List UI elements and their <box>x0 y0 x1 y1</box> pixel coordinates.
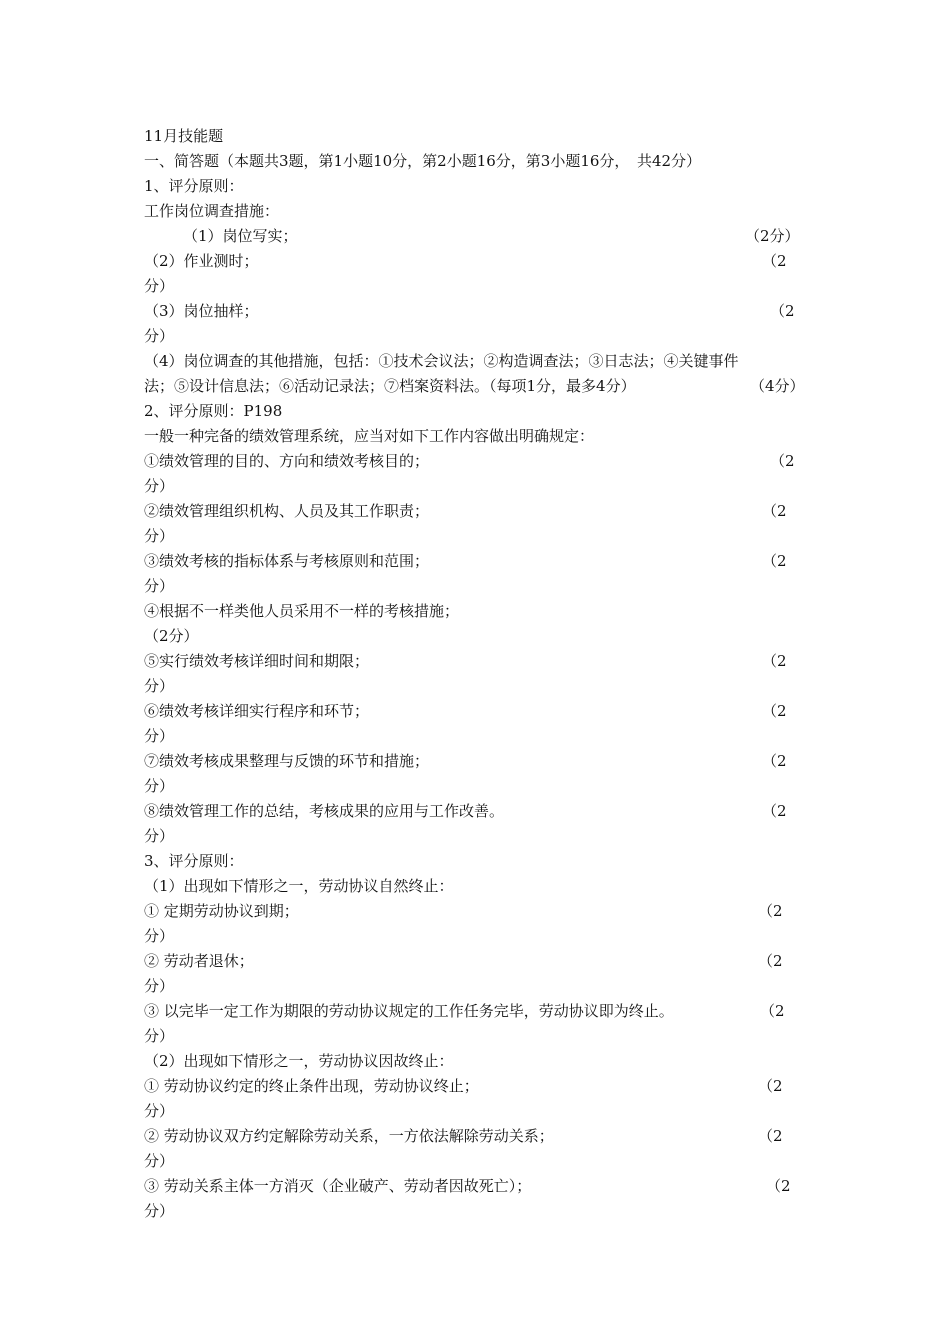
q3-part-2-item-2: ② 劳动协议双方约定解除劳动关系，一方依法解除劳动关系； <box>144 1127 554 1145</box>
q2-item-2-score-open: （2 <box>762 502 787 520</box>
q2-item-5-score-open: （2 <box>762 652 787 670</box>
q2-item-1: ①绩效管理的目的、方向和绩效考核目的； <box>144 452 430 470</box>
q3-part-2-item-3-score-close: 分） <box>144 1202 175 1220</box>
q2-item-3-score-close: 分） <box>144 577 175 595</box>
q2-item-7-score-close: 分） <box>144 777 175 795</box>
q2-item-4-score: （2分） <box>144 627 199 645</box>
q2-item-3: ③绩效考核的指标体系与考核原则和范围； <box>144 552 430 570</box>
q2-item-1-score-close: 分） <box>144 477 175 495</box>
q2-item-8-score-close: 分） <box>144 827 175 845</box>
q1-item-2-score-open: （2 <box>762 252 787 270</box>
q3-part-2-heading: （2）出现如下情形之一，劳动协议因故终止： <box>144 1052 454 1070</box>
q1-item-3-score-close: 分） <box>144 327 175 345</box>
q2-item-2: ②绩效管理组织机构、人员及其工作职责； <box>144 502 430 520</box>
q3-part-2-item-3-score-open: （2 <box>766 1177 791 1195</box>
q3-part-1-item-2-score-open: （2 <box>758 952 783 970</box>
document-title: 11月技能题 <box>144 127 224 145</box>
q2-item-2-score-close: 分） <box>144 527 175 545</box>
q2-item-8-score-open: （2 <box>762 802 787 820</box>
q1-item-1: （1）岗位写实； <box>183 227 298 245</box>
q3-part-2-item-1-score-close: 分） <box>144 1102 175 1120</box>
q2-item-1-score-open: （2 <box>770 452 795 470</box>
q2-heading: 2、评分原则：P198 <box>144 402 283 420</box>
q3-part-1-item-2: ② 劳动者退休； <box>144 952 254 970</box>
q2-item-8: ⑧绩效管理工作的总结，考核成果的应用与工作改善。 <box>144 802 505 820</box>
q3-part-1-heading: （1）出现如下情形之一，劳动协议自然终止： <box>144 877 454 895</box>
q2-item-5: ⑤实行绩效考核详细时间和期限； <box>144 652 370 670</box>
q2-item-6-score-open: （2 <box>762 702 787 720</box>
q3-part-2-item-3: ③ 劳动关系主体一方消灭（企业破产、劳动者因故死亡）； <box>144 1177 532 1195</box>
q3-part-2-item-1-score-open: （2 <box>758 1077 783 1095</box>
q2-item-5-score-close: 分） <box>144 677 175 695</box>
q3-heading: 3、评分原则： <box>144 852 244 870</box>
q2-item-7: ⑦绩效考核成果整理与反馈的环节和措施； <box>144 752 430 770</box>
q1-item-4-line-2: 法；⑤设计信息法；⑥活动记录法；⑦档案资料法。（每项1分，最多4分） <box>144 377 636 395</box>
q2-item-4: ④根据不一样类他人员采用不一样的考核措施； <box>144 602 460 620</box>
q3-part-1-item-3: ③ 以完毕一定工作为期限的劳动协议规定的工作任务完毕，劳动协议即为终止。 <box>144 1002 674 1020</box>
q3-part-2-item-1: ① 劳动协议约定的终止条件出现，劳动协议终止； <box>144 1077 479 1095</box>
q2-item-6-score-close: 分） <box>144 727 175 745</box>
q3-part-1-item-3-score-open: （2 <box>760 1002 785 1020</box>
q1-subheading: 工作岗位调查措施： <box>144 202 280 220</box>
q2-item-7-score-open: （2 <box>762 752 787 770</box>
q3-part-2-item-2-score-open: （2 <box>758 1127 783 1145</box>
q2-item-6: ⑥绩效考核详细实行程序和环节； <box>144 702 370 720</box>
q3-part-1-item-2-score-close: 分） <box>144 977 175 995</box>
q3-part-1-item-1: ① 定期劳动协议到期； <box>144 902 299 920</box>
section-header: 一、简答题（本题共3题，第1小题10分，第2小题16分，第3小题16分， 共42分） <box>144 152 702 170</box>
q3-part-2-item-2-score-close: 分） <box>144 1152 175 1170</box>
q1-item-4-line-1: （4）岗位调查的其他措施，包括：①技术会议法；②构造调查法；③日志法；④关键事件 <box>144 352 739 370</box>
q2-intro: 一般一种完备的绩效管理系统，应当对如下工作内容做出明确规定： <box>144 427 595 445</box>
q3-part-1-item-1-score-open: （2 <box>758 902 783 920</box>
q1-item-2-score-close: 分） <box>144 277 175 295</box>
q1-item-2: （2）作业测时； <box>144 252 259 270</box>
q3-part-1-item-3-score-close: 分） <box>144 1027 175 1045</box>
q1-item-3: （3）岗位抽样； <box>144 302 259 320</box>
q1-item-1-score: （2分） <box>745 227 800 245</box>
q2-item-3-score-open: （2 <box>762 552 787 570</box>
q1-heading: 1、评分原则： <box>144 177 244 195</box>
q3-part-1-item-1-score-close: 分） <box>144 927 175 945</box>
q1-item-3-score-open: （2 <box>770 302 795 320</box>
q1-item-4-score: （4分） <box>750 377 805 395</box>
